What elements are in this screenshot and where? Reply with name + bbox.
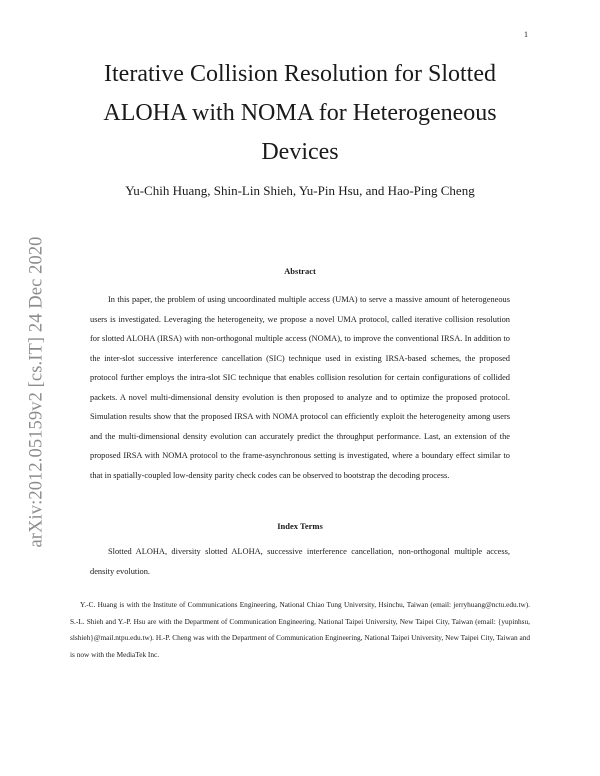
index-terms-heading: Index Terms — [277, 521, 323, 531]
index-terms-text: Slotted ALOHA, diversity slotted ALOHA, successive interference cancellation, non-orthogonal multiple access, density evolution. — [90, 547, 510, 576]
abstract-text: In this paper, the problem of using uncoordinated multiple access (UMA) to serve a massive amount of heterogeneous users is investigated. Leveraging the heterogeneity, we propose a novel UMA protocol, called iterative collision resolution for slotted ALOHA (IRSA) with non-orthogonal multiple access (NOMA), to improve the conventional IRSA. In addition to the inter-slot successive interference cancellation (SIC) technique used in existing IRSA-based schemes, the proposed protocol further employs the intra-slot SIC technique that enables collision resolution for certain configurations of collided packets. A novel multi-dimensional density evolution is then proposed to analyze and to optimize the proposed protocol. Simulation results show that the proposed IRSA with NOMA protocol can efficiently exploit the heterogeneity among users and the multi-dimensional density evolution can accurately predict the throughput performance. Last, an extension of the proposed IRSA with NOMA protocol to the frame-asynchronous setting is investigated, where a boundary effect similar to that in spatially-coupled low-density parity check codes can be observed to bootstrap the decoding process. — [90, 295, 510, 480]
author-affiliation-footnote: Y.-C. Huang is with the Institute of Communications Engineering, National Chiao Tung University, Hsinchu, Taiwan (email: jerryhuang@nctu.edu.tw). S.-L. Shieh and Y.-P. Hsu are with the Department of Communication Engineering, National Taipei University, New Taipei City, Taiwan (email: {yupinhsu, slshieh}@mail.ntpu.edu.tw). H.-P. Cheng was with the Department of Communication Engineering, National Taipei University, New Taipei City, Taiwan and is now with the MediaTek Inc. — [70, 600, 530, 659]
abstract-heading: Abstract — [284, 266, 316, 276]
arxiv-identifier[interactable]: arXiv:2012.05159v2 [cs.IT] 24 Dec 2020 — [26, 236, 47, 548]
paper-title: Iterative Collision Resolution for Slotted ALOHA with NOMA for Heterogeneous Devices — [103, 61, 497, 165]
author-list: Yu-Chih Huang, Shin-Lin Shieh, Yu-Pin Hsu, and Hao-Ping Cheng — [125, 183, 475, 198]
page-number: 1 — [524, 30, 528, 39]
